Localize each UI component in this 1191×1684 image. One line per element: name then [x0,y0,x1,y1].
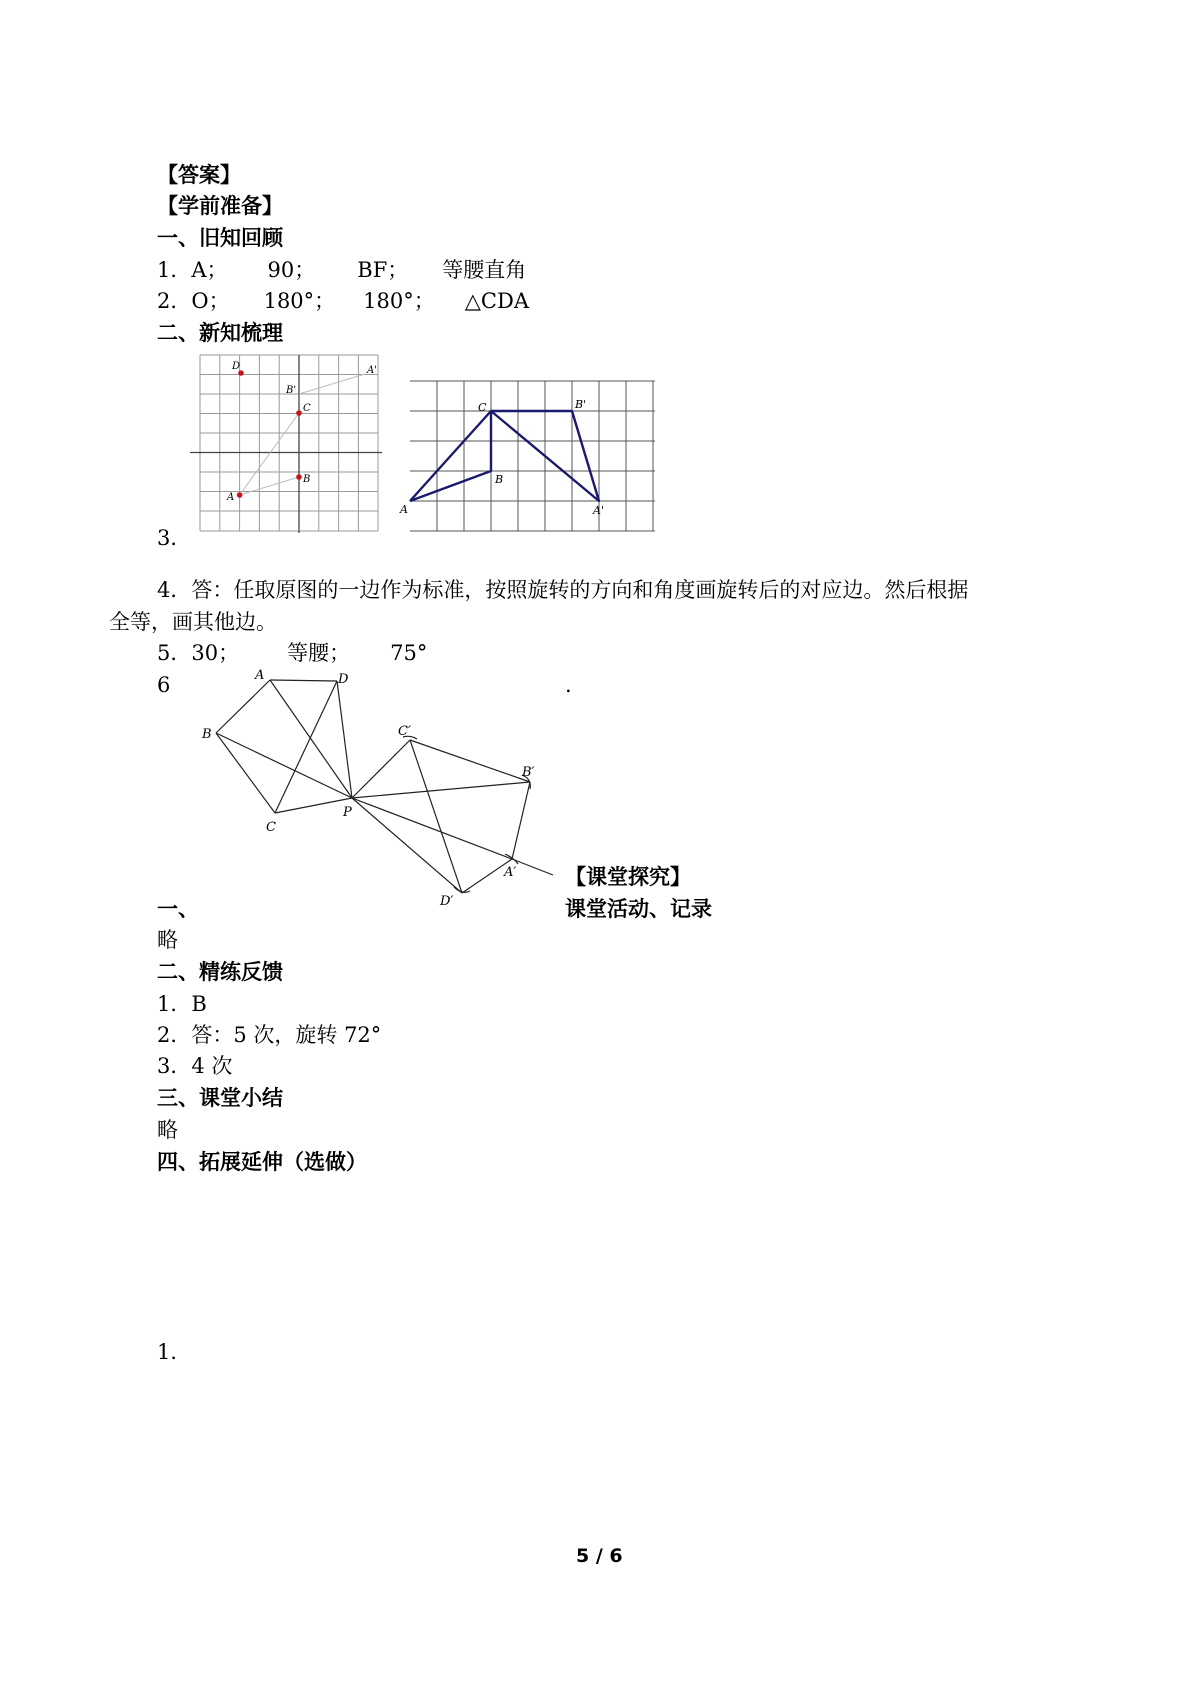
fig3-label-a1: A′ [504,865,517,880]
fig3-label-p: P [343,805,352,820]
q6-number: 6 [157,673,171,697]
c4-q1: 1． [157,1340,192,1364]
figure-1-grid [190,353,385,535]
q6-dot: . [565,673,572,697]
class-section-3-title: 三、课堂小结 [157,1086,283,1110]
q5-part-2: 等腰； [287,641,351,665]
page-number: 5 / 6 [576,1545,623,1567]
class-section-4-title: 四、拓展延伸（选做） [157,1150,367,1174]
q1-part-4: 等腰直角 [442,258,527,282]
q5-part-1: 5．30； [157,641,240,665]
q2-part-2: 180°； [263,289,336,313]
class-header: 【课堂探究】 [565,865,691,889]
fig2-label-c: C [478,401,487,414]
q4-line-1: 4．答：任取原图的一边作为标准，按照旋转的方向和角度画旋转后的对应边。然后根据 [157,578,969,602]
q1-part-2: 90； [267,258,316,282]
q5-part-3: 75° [390,641,428,665]
figure-2-grid [400,373,660,538]
fig2-label-a: A [400,503,408,516]
q2-part-1: 2．O； [157,289,230,313]
class-section-1-number: 一、 [157,897,199,921]
fig2-label-b1: B' [575,398,587,411]
prep-header: 【学前准备】 [157,194,283,218]
fig2-label-a1: A' [593,504,604,517]
fig3-label-a: A [255,668,265,683]
q2-part-3: 180°； [363,289,435,313]
fig1-label-a1: A' [367,365,377,376]
q4-line-2: 全等，画其他边。 [109,610,277,634]
fig3-label-c1: C′ [398,724,411,739]
q1-part-3: BF； [357,258,409,282]
fig3-label-b1: B′ [522,765,535,780]
fig1-label-c: C [303,403,311,414]
section-2-title: 二、新知梳理 [157,321,283,345]
q2-line [157,288,529,314]
c2-q1: 1．B [157,992,207,1016]
c2-q2: 2．答：5 次，旋转 72° [157,1023,382,1047]
class-section-3-answer: 略 [157,1118,178,1142]
figure-3-rotation [200,665,560,915]
fig1-label-a: A [227,492,235,503]
answer-header: 【答案】 [157,163,241,187]
fig1-label-d: D [232,361,241,372]
fig1-label-b1: B' [286,385,297,396]
q5-line [157,640,427,666]
q1-part-1: 1．A； [157,258,228,282]
q1-line [157,257,526,283]
q3-number: 3． [157,526,192,550]
fig3-label-d1: D′ [440,894,454,909]
fig2-label-b: B [495,473,504,486]
q2-part-4: △CDA [464,289,529,313]
fig1-label-b: B [303,474,311,485]
class-section-1-title: 课堂活动、记录 [565,897,712,921]
class-section-1-answer: 略 [157,928,178,952]
fig3-label-c: C [266,820,276,835]
section-1-title: 一、旧知回顾 [157,226,283,250]
fig3-label-b: B [202,727,212,742]
c2-q3: 3．4 次 [157,1054,233,1078]
fig3-label-d: D [338,672,349,687]
class-section-2-title: 二、精练反馈 [157,960,283,984]
